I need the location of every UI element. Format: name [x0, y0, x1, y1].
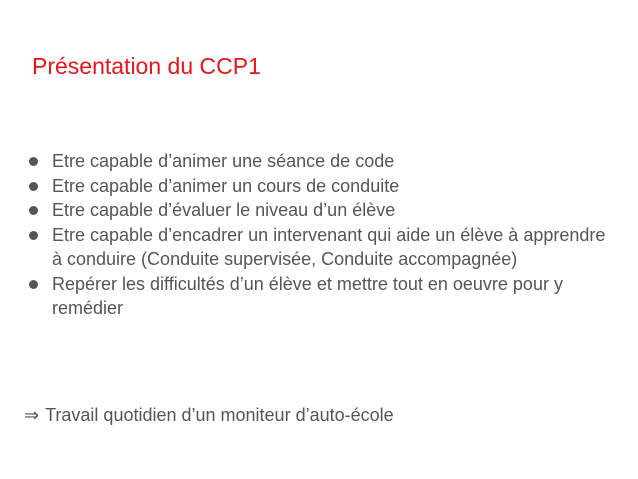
double-right-arrow-icon: ⇒	[24, 405, 40, 426]
bullet-dot-icon	[29, 280, 38, 289]
bullet-dot-icon	[29, 157, 38, 166]
bullet-item	[28, 223, 608, 272]
conclusion-line	[24, 403, 394, 428]
bullet-text: Etre capable d’encadrer un intervenant qui aide un élève à apprendre à conduire (Conduite supervisée, Conduite accompagnée)	[52, 224, 606, 269]
bullet-item	[28, 272, 608, 321]
bullet-text: Etre capable d’animer un cours de conduite	[52, 175, 400, 196]
bullet-item	[28, 174, 608, 199]
slide-title: Présentation du CCP1	[32, 53, 261, 79]
bullet-item	[28, 198, 608, 223]
bullet-text: Etre capable d’animer une séance de code	[52, 151, 395, 171]
conclusion-text: Travail quotidien d’un moniteur d’auto-école	[45, 405, 394, 425]
bullet-list	[28, 149, 608, 321]
bullet-dot-icon	[29, 182, 38, 191]
bullet-text: Etre capable d’évaluer le niveau d’un élève	[52, 200, 396, 220]
bullet-item	[28, 149, 608, 174]
bullet-dot-icon	[29, 206, 38, 215]
bullet-dot-icon	[29, 231, 38, 240]
bullet-text: Repérer les difficultés d’un élève et mettre tout en oeuvre pour y remédier	[52, 273, 563, 318]
